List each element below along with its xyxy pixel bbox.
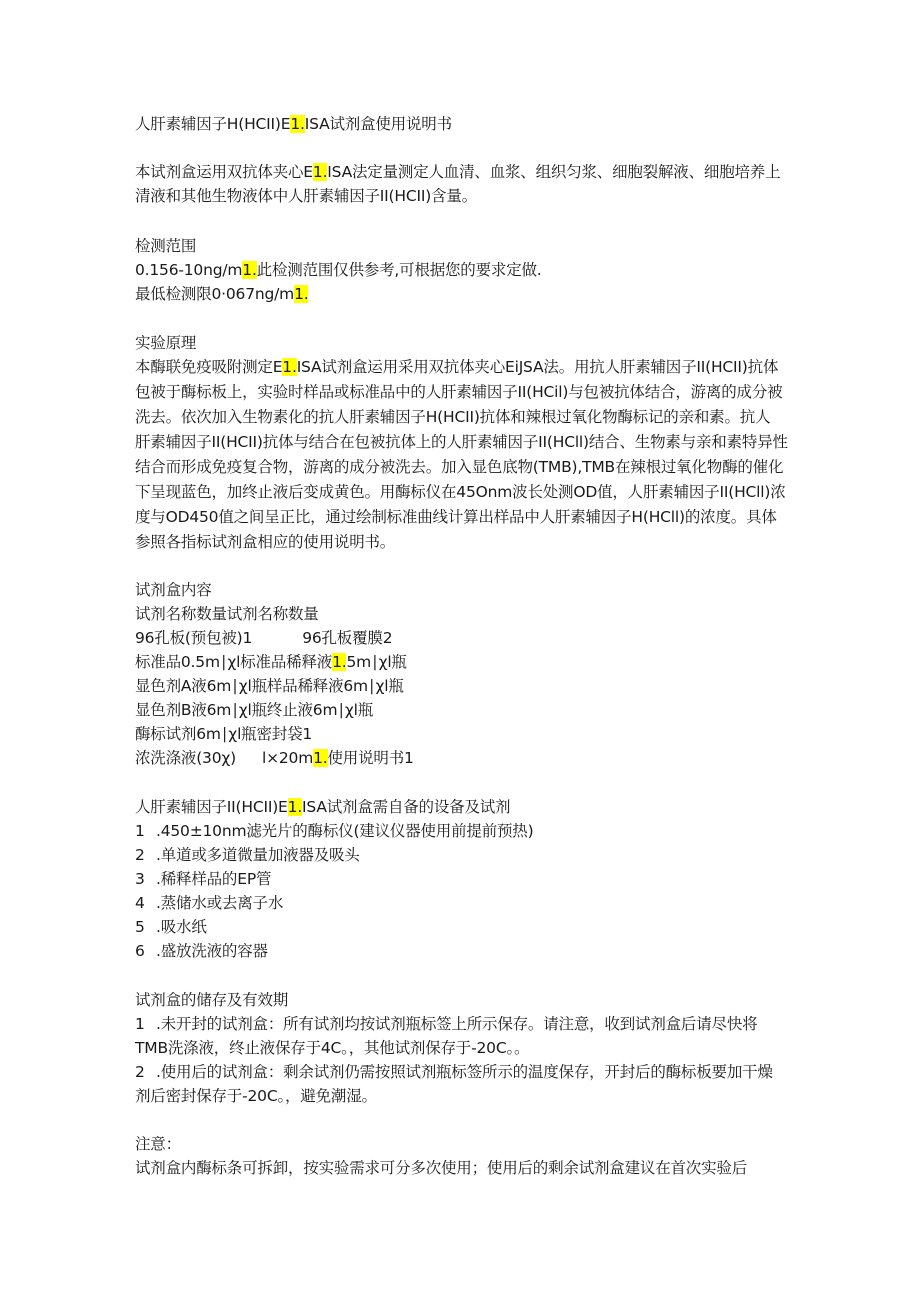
principle-line: 结合而形成免疫复合物，游离的成分被洗去。加入显色底物(TMB),TMB在辣根过氧化物酶的催化	[135, 458, 784, 476]
intro-line-1: 本试剂盒运用双抗体夹心E1.ISA法定量测定人血清、血浆、组织匀浆、细胞裂解液、细胞培养上	[135, 163, 781, 181]
principle-line: 度与OD450值之间呈正比，通过绘制标准曲线计算出样品中人肝素辅因子H(HCll)的浓度。具体	[135, 508, 777, 526]
range-line-2: 最低检测限0·067ng/m1.	[135, 285, 309, 303]
principle-line: 包被于酶标板上，实验时样品或标准品中的人肝素辅因子II(HCil)与包被抗体结合，游离的成分被	[135, 383, 783, 401]
contents-row: 酶标试剂6m∣χl瓶密封袋1	[135, 725, 313, 743]
contents-heading: 试剂盒内容	[135, 581, 212, 599]
equipment-item: 4 .蒸储水或去离子水	[135, 894, 284, 912]
principle-line: 本酶联免疫吸附测定E1.ISA试剂盒运用采用双抗体夹心EiJSA法。用抗人肝素辅因子II(HCII)抗体	[135, 358, 779, 376]
principle-line: 肝素辅因子II(HCII)抗体与结合在包被抗体上的人肝素辅因子II(HCll)结合、生物素与亲和素特异性	[135, 433, 788, 451]
highlight-mark: 1.	[313, 749, 328, 767]
intro-line-2: 清液和其他生物液体中人肝素辅因子II(HCII)含量。	[135, 187, 477, 205]
storage-item-continuation: TMB洗涤液，终止液保存于4C。，其他试剂保存于-20C。。	[135, 1039, 530, 1057]
storage-item-continuation: 剂后密封保存于-20C。，避免潮湿。	[135, 1087, 377, 1105]
equipment-heading: 人肝素辅因子II(HCII)E1.ISA试剂盒需自备的设备及试剂	[135, 798, 511, 816]
equipment-item: 3 .稀释样品的EP管	[135, 870, 272, 888]
equipment-item: 6 .盛放洗液的容器	[135, 942, 268, 960]
equipment-item: 5 .吸水纸	[135, 918, 207, 936]
equipment-item: 2 .单道或多道微量加液器及吸头	[135, 846, 360, 864]
contents-row: 显色剂A液6m∣χl瓶样品稀释液6m∣χl瓶	[135, 677, 404, 695]
highlight-mark: 1.	[242, 261, 257, 279]
principle-line: 洗去。依次加入生物素化的抗人肝素辅因子H(HCII)抗体和辣根过氧化物酶标记的亲和素。抗人	[135, 408, 771, 426]
contents-row: 96孔板(预包被)1 96孔板覆膜2	[135, 629, 393, 647]
document-title: 人肝素辅因子H(HCII)E1.ISA试剂盒使用说明书	[135, 115, 452, 133]
highlight-mark: 1.	[332, 653, 347, 671]
note-line: 试剂盒内酶标条可拆卸，按实验需求可分多次使用；使用后的剩余试剂盒建议在首次实验后	[135, 1159, 748, 1177]
note-heading: 注意：	[135, 1135, 181, 1153]
highlight-mark: 1.	[287, 798, 303, 816]
principle-line: 下呈现蓝色，加终止液后变成黄色。用酶标仪在45Onm波长处测OD值，人肝素辅因子II(HCll)浓	[135, 483, 786, 501]
storage-item: 1 .未开封的试剂盒：所有试剂均按试剂瓶标签上所示保存。请注意，收到试剂盒后请尽快将	[135, 1015, 758, 1033]
contents-header-line: 试剂名称数量试剂名称数量	[135, 605, 319, 623]
equipment-item: 1 .450±10nm滤光片的酶标仪(建议仪器使用前提前预热)	[135, 822, 534, 840]
highlight-mark: 1.	[294, 285, 309, 303]
contents-row: 标准品0.5m∣χl标准品稀释液1.5m∣χl瓶	[135, 653, 407, 671]
principle-line: 参照各指标试剂盒相应的使用说明书。	[135, 533, 396, 551]
storage-heading: 试剂盒的储存及有效期	[135, 991, 289, 1009]
contents-row: 浓洗涤液(30χ) l×20m1.使用说明书1	[135, 749, 414, 767]
contents-row: 显色剂B液6m∣χl瓶终止液6m∣χl瓶	[135, 701, 374, 719]
highlight-mark: 1.	[290, 115, 305, 133]
range-line-1: 0.156-10ng/m1.此检测范围仅供参考,可根据您的要求定做.	[135, 261, 542, 279]
highlight-mark: 1.	[312, 163, 328, 181]
range-heading: 检测范围	[135, 237, 197, 255]
storage-item: 2 .使用后的试剂盒：剩余试剂仍需按照试剂瓶标签所示的温度保存，开封后的酶标板要加干燥	[135, 1063, 773, 1081]
principle-heading: 实验原理	[135, 334, 197, 352]
highlight-mark: 1.	[282, 358, 297, 376]
